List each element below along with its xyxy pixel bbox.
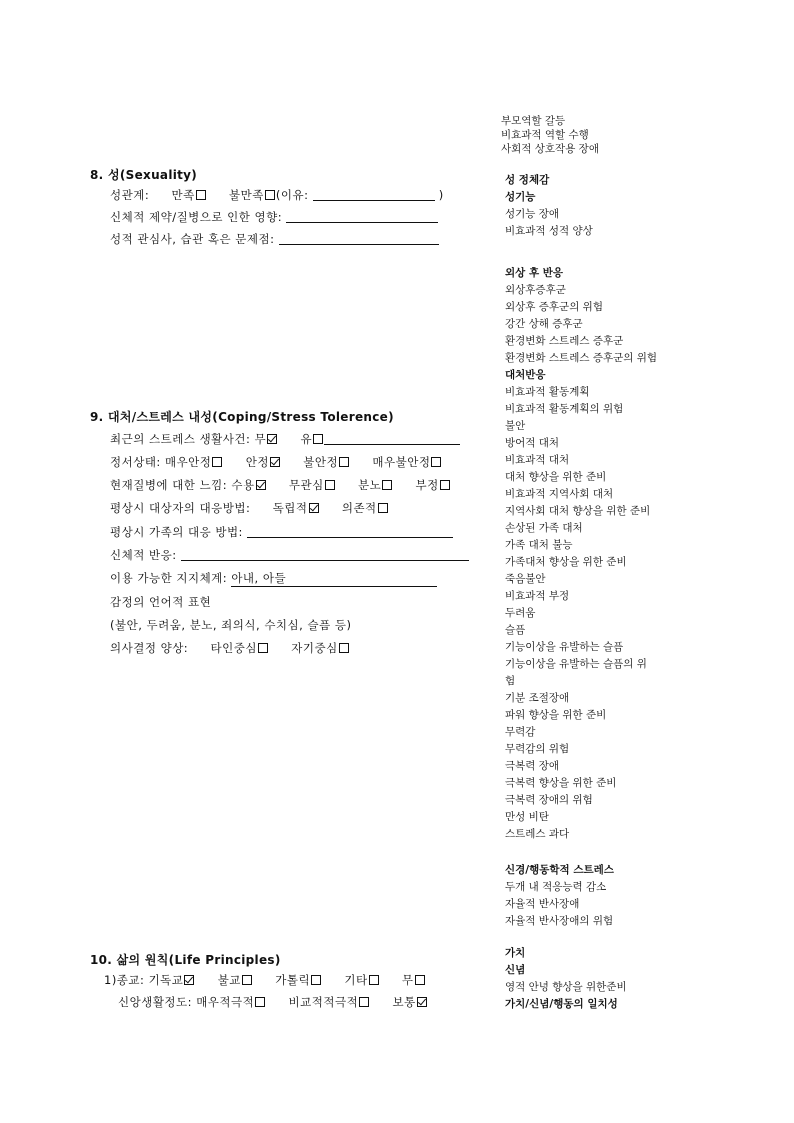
- practice-checkbox[interactable]: [417, 997, 427, 1007]
- health-checkbox[interactable]: [382, 480, 392, 490]
- verbal-expression-examples: (불안, 두려움, 분노, 죄의식, 수치심, 슬픔 등): [110, 618, 352, 632]
- diagnosis-item: 부모역할 갈등: [501, 115, 566, 127]
- religion-checkbox[interactable]: [242, 975, 252, 985]
- right-top-list: [501, 114, 599, 156]
- religion-row: [104, 972, 426, 988]
- support-field[interactable]: [231, 570, 437, 587]
- sat-label: 성관계:: [110, 188, 150, 202]
- emotion-opt-label: 안정: [245, 455, 269, 469]
- religion-opt-label: 가톨릭: [275, 973, 311, 987]
- religion-checkbox[interactable]: [369, 975, 379, 985]
- body-field[interactable]: [181, 548, 469, 561]
- practice-opt-label: 보통: [392, 995, 416, 1009]
- health-opt-label: 부정: [415, 478, 439, 492]
- diagnosis-item: 극복력 장애: [505, 760, 560, 772]
- diagnosis-item: 비효과적 활동계획: [505, 386, 590, 398]
- emotion-opt-label: 매우불안정: [372, 455, 431, 469]
- concern-label: 성적 관심사, 습관 혹은 문제점:: [110, 232, 275, 246]
- section10-title: 10. 삶의 원칙(Life Principles): [90, 953, 281, 967]
- sat-opt1-label: 만족: [171, 188, 195, 202]
- category-heading: 신념: [505, 964, 526, 976]
- diagnosis-item: 스트레스 과다: [505, 828, 570, 840]
- emotion-checkbox[interactable]: [270, 457, 280, 467]
- sexual-concern-row: [110, 231, 439, 247]
- decision-checkbox[interactable]: [258, 643, 268, 653]
- emotion-checkbox[interactable]: [339, 457, 349, 467]
- emotion-checkbox[interactable]: [431, 457, 441, 467]
- category-heading: 가치/신념/행동의 일치성: [505, 998, 618, 1010]
- health-checkbox[interactable]: [440, 480, 450, 490]
- health-opt-label: 수용: [231, 478, 255, 492]
- illness-feeling-row: [110, 477, 451, 493]
- coping-label: 평상시 대상자의 대응방법:: [110, 501, 251, 515]
- diagnosis-item: 외상후 증후군의 위험: [505, 301, 603, 313]
- diagnosis-item: 자율적 반사장애: [505, 898, 580, 910]
- coping-checkbox[interactable]: [378, 503, 388, 513]
- events-none-label: 무: [254, 432, 267, 446]
- sexual-satisfaction-row: [110, 187, 444, 203]
- religion-opt-label: 불교: [217, 973, 241, 987]
- health-opt-label: 무관심: [288, 478, 324, 492]
- sexuality-diagnosis-list: [505, 172, 680, 240]
- physical-label: 신체적 제약/질병으로 인한 영향:: [110, 210, 283, 224]
- diagnosis-item: 강간 상해 증후군: [505, 318, 583, 330]
- practice-checkbox[interactable]: [359, 997, 369, 1007]
- sat-opt2-label: 불만족: [229, 188, 264, 202]
- body-label: 신체적 반응:: [110, 548, 177, 562]
- diagnosis-item: 비효과적 활동계획의 위험: [505, 403, 624, 415]
- coping-opt-label: 독립적: [272, 501, 308, 515]
- diagnosis-item: 기능이상을 유발하는 슬픔의 위: [505, 658, 647, 670]
- decision-opt-label: 자기중심: [291, 641, 338, 655]
- religion-opt-label: 기독교: [148, 973, 184, 987]
- support-value: 아내, 아들: [231, 571, 287, 585]
- concern-field[interactable]: [279, 232, 439, 245]
- sat-opt1-checkbox[interactable]: [196, 190, 206, 200]
- diagnosis-item: 비효과적 대처: [505, 454, 570, 466]
- religion-opt-label: 무: [401, 973, 414, 987]
- emotion-opt-label: 매우안정: [164, 455, 212, 469]
- decision-opt-label: 타인중심: [210, 641, 257, 655]
- events-yes-label: 유: [300, 432, 313, 446]
- religion-checkbox[interactable]: [184, 975, 194, 985]
- reason-field[interactable]: [313, 188, 435, 201]
- neuro-diagnosis-list: [505, 862, 680, 930]
- diagnosis-item: 죽음불안: [505, 573, 546, 585]
- health-label: 현재질병에 대한 느낌:: [110, 478, 228, 492]
- diagnosis-item: 비효과적 성적 양상: [505, 225, 593, 237]
- practice-checkbox[interactable]: [255, 997, 265, 1007]
- religion-checkbox[interactable]: [415, 975, 425, 985]
- category-heading: 외상 후 반응: [505, 267, 564, 279]
- diagnosis-item: 방어적 대처: [505, 437, 560, 449]
- diagnosis-item: 무력감: [505, 726, 536, 738]
- diagnosis-item: 극복력 장애의 위험: [505, 794, 593, 806]
- diagnosis-item: 무력감의 위험: [505, 743, 570, 755]
- diagnosis-item: 험: [505, 675, 516, 687]
- support-system-row: [110, 570, 437, 587]
- diagnosis-item: 두려움: [505, 607, 536, 619]
- verbal-expression-label: 감정의 언어적 표현: [110, 595, 212, 609]
- body-response-row: [110, 547, 469, 563]
- events-field[interactable]: [324, 432, 460, 445]
- diagnosis-item: 파워 향상을 위한 준비: [505, 709, 607, 721]
- diagnosis-item: 비효과적 지역사회 대처: [505, 488, 614, 500]
- diagnosis-item: 슬픔: [505, 624, 526, 636]
- diagnosis-item: 극복력 향상을 위한 준비: [505, 777, 617, 789]
- diagnosis-item: 불안: [505, 420, 526, 432]
- diagnosis-item: 자율적 반사장애의 위험: [505, 915, 614, 927]
- diagnosis-item: 대처 향상을 위한 준비: [505, 471, 607, 483]
- patient-coping-row: [110, 500, 389, 516]
- close-paren: ): [438, 188, 444, 202]
- emotion-row: [110, 454, 442, 470]
- category-heading: 성 정체감: [505, 174, 550, 186]
- sat-opt2-checkbox[interactable]: [265, 190, 275, 200]
- diagnosis-item: 비효과적 역할 수행: [501, 129, 589, 141]
- physical-effect-row: [110, 209, 438, 225]
- diagnosis-item: 성기능 장애: [505, 208, 560, 220]
- physical-field[interactable]: [286, 210, 438, 223]
- health-checkbox[interactable]: [325, 480, 335, 490]
- category-heading: 가치: [505, 947, 526, 959]
- sat-reason-label: (이유:: [275, 188, 309, 202]
- diagnosis-item: 기능이상을 유발하는 슬픔: [505, 641, 624, 653]
- decision-row: [110, 640, 350, 656]
- emotion-label: 정서상태:: [110, 455, 161, 469]
- family-field[interactable]: [247, 525, 453, 538]
- decision-label: 의사결정 양상:: [110, 641, 189, 655]
- emotion-checkbox[interactable]: [212, 457, 222, 467]
- coping-checkbox[interactable]: [309, 503, 319, 513]
- health-opt-label: 분노: [358, 478, 382, 492]
- section9-title: 9. 대처/스트레스 내성(Coping/Stress Tolerence): [90, 410, 394, 424]
- category-heading: 성기능: [505, 191, 536, 203]
- practice-opt-label: 비교적적극적: [288, 995, 359, 1009]
- diagnosis-item: 사회적 상호작용 장애: [501, 143, 599, 155]
- diagnosis-item: 가족대처 향상을 위한 준비: [505, 556, 627, 568]
- diagnosis-item: 만성 비탄: [505, 811, 549, 823]
- coping-diagnosis-list: [505, 265, 680, 843]
- practice-row: [118, 994, 428, 1010]
- practice-opt-label: 매우적극적: [196, 995, 255, 1009]
- family-coping-row: [110, 524, 453, 540]
- diagnosis-item: 손상된 가족 대처: [505, 522, 583, 534]
- section8-title: 8. 성(Sexuality): [90, 168, 198, 182]
- decision-checkbox[interactable]: [339, 643, 349, 653]
- category-heading: 신경/행동학적 스트레스: [505, 864, 614, 876]
- emotion-opt-label: 불안정: [303, 455, 339, 469]
- family-label: 평상시 가족의 대응 방법:: [110, 525, 243, 539]
- diagnosis-item: 가족 대처 불능: [505, 539, 573, 551]
- stress-events-row: [110, 431, 460, 447]
- events-yes-checkbox[interactable]: [313, 434, 323, 444]
- values-diagnosis-list: [505, 945, 680, 1013]
- religion-opt-label: 기타: [344, 973, 368, 987]
- health-checkbox[interactable]: [256, 480, 266, 490]
- practice-label: 신앙생활정도:: [118, 995, 193, 1009]
- diagnosis-item: 외상후증후군: [505, 284, 566, 296]
- support-label: 이용 가능한 지지체계:: [110, 571, 228, 585]
- diagnosis-item: 영적 안녕 향상을 위한준비: [505, 981, 627, 993]
- diagnosis-item: 두개 내 적응능력 감소: [505, 881, 607, 893]
- events-label: 최근의 스트레스 생활사건:: [110, 432, 251, 446]
- religion-label: 1)종교:: [104, 973, 145, 987]
- diagnosis-item: 지역사회 대처 향상을 위한 준비: [505, 505, 651, 517]
- category-heading: 대처반응: [505, 369, 546, 381]
- events-none-checkbox[interactable]: [267, 434, 277, 444]
- coping-opt-label: 의존적: [341, 501, 377, 515]
- diagnosis-item: 비효과적 부정: [505, 590, 570, 602]
- diagnosis-item: 환경변화 스트레스 증후군: [505, 335, 624, 347]
- diagnosis-item: 기분 조절장애: [505, 692, 570, 704]
- religion-checkbox[interactable]: [311, 975, 321, 985]
- diagnosis-item: 환경변화 스트레스 증후군의 위험: [505, 352, 658, 364]
